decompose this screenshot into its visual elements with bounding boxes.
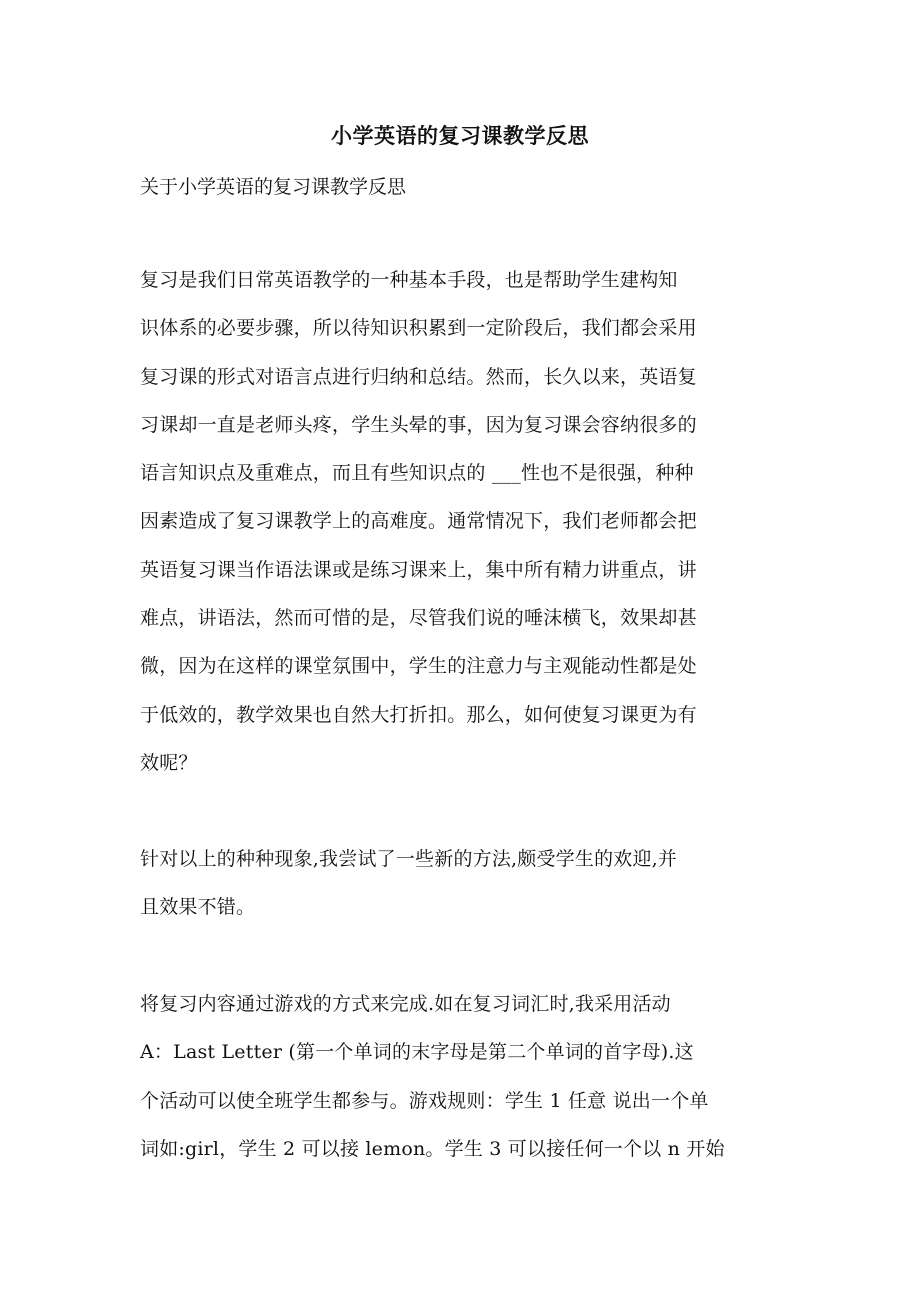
paragraph-line: A：Last Letter (第一个单词的末字母是第二个单词的首字母).这 [140,1041,694,1064]
paragraph-2 [140,835,780,932]
paragraph-line: 个活动可以使全班学生都参与。游戏规则：学生 1 任意 说出一个单 [140,1089,709,1112]
paragraph-line: 识体系的必要步骤，所以待知识积累到一定阶段后，我们都会采用 [140,317,697,340]
paragraph-line: 复习课的形式对语言点进行归纳和总结。然而，长久以来，英语复 [140,365,697,388]
document-title: 小学英语的复习课教学反思 [331,123,589,148]
paragraph-line: 将复习内容通过游戏的方式来完成.如在复习词汇时,我采用活动 [140,993,671,1015]
paragraph-line: 微，因为在这样的课堂氛围中，学生的注意力与主观能动性都是处 [140,655,697,678]
paragraph-line: 语言知识点及重难点，而且有些知识点的 ___性也不是很强，种种 [140,462,694,485]
paragraph-line: 于低效的，教学效果也自然大打折扣。那么，如何使复习课更为有 [140,703,697,726]
paragraph-line: 效呢？ [140,751,198,774]
paragraph-3 [140,980,780,1173]
paragraph-line: 习课却一直是老师头疼，学生头晕的事，因为复习课会容纳很多的 [140,413,697,436]
paragraph-1 [140,256,780,787]
document-subtitle: 关于小学英语的复习课教学反思 [140,176,407,198]
paragraph-line: 且效果不错。 [140,896,256,919]
paragraph-line: 因素造成了复习课教学上的高难度。通常情况下，我们老师都会把 [140,510,697,533]
paragraph-line: 复习是我们日常英语教学的一种基本手段，也是帮助学生建构知 [140,269,678,291]
paragraph-line: 难点，讲语法，然而可惜的是，尽管我们说的唾沫横飞，效果却甚 [140,607,697,630]
paragraph-line: 针对以上的种种现象,我尝试了一些新的方法,颇受学生的欢迎,并 [140,848,678,870]
paragraph-line: 词如:girl，学生 2 可以接 lemon。学生 3 可以接任何一个以 n 开始 [140,1137,725,1160]
paragraph-line: 英语复习课当作语法课或是练习课来上，集中所有精力讲重点，讲 [140,558,697,581]
